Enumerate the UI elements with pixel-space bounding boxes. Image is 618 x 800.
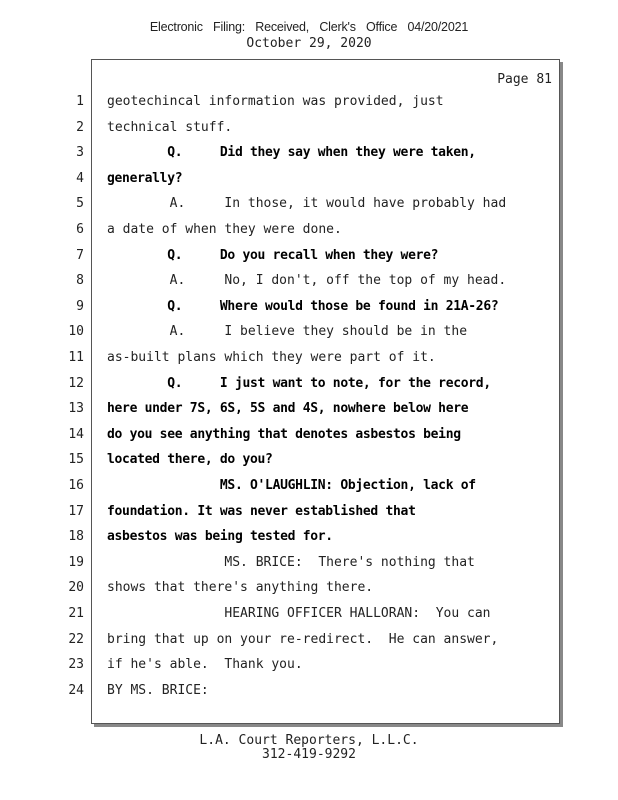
line-number: 18 xyxy=(68,529,84,545)
transcript-line xyxy=(0,166,618,192)
line-number: 14 xyxy=(68,426,84,442)
transcript-line xyxy=(0,575,618,601)
line-text: MS. BRICE: There's nothing that xyxy=(107,554,475,570)
transcript-line xyxy=(0,345,618,371)
line-number: 11 xyxy=(68,350,84,365)
reporter-phone: 312-419-9292 xyxy=(262,747,356,762)
line-text: Q. Do you recall when they were? xyxy=(107,247,439,263)
line-text: technical stuff. xyxy=(107,119,233,135)
line-text: generally? xyxy=(107,170,183,186)
line-number: 23 xyxy=(68,657,84,673)
line-number: 17 xyxy=(68,503,84,519)
line-number: 21 xyxy=(68,606,84,621)
line-number: 13 xyxy=(68,401,84,417)
transcript-line xyxy=(0,499,618,525)
transcript-line xyxy=(0,422,618,448)
transcript-line xyxy=(0,319,618,345)
line-text: Q. I just want to note, for the record, xyxy=(107,375,491,391)
line-text: A. No, I don't, off the top of my head. xyxy=(107,273,507,289)
line-number: 4 xyxy=(76,170,84,186)
transcript-date: October 29, 2020 xyxy=(246,36,372,51)
line-text: Q. Did they say when they were taken, xyxy=(107,145,476,161)
line-text: HEARING OFFICER HALLORAN: You can xyxy=(107,606,491,621)
line-number: 3 xyxy=(76,145,84,161)
line-text: A. I believe they should be in the xyxy=(107,324,468,340)
line-text: MS. O'LAUGHLIN: Objection, lack of xyxy=(107,478,476,493)
line-text: located there, do you? xyxy=(107,452,273,468)
transcript-line xyxy=(0,473,618,499)
line-text: A. In those, it would have probably had xyxy=(107,196,507,212)
line-number: 5 xyxy=(76,196,84,212)
line-text: if he's able. Thank you. xyxy=(107,657,303,673)
line-text: a date of when they were done. xyxy=(107,222,342,237)
line-number: 9 xyxy=(76,298,84,314)
line-number: 7 xyxy=(76,247,84,263)
page-number: Page 81 xyxy=(497,72,552,87)
transcript-line xyxy=(0,627,618,653)
transcript-line xyxy=(0,371,618,397)
line-number: 22 xyxy=(68,631,84,647)
transcript-line xyxy=(0,652,618,678)
line-number: 6 xyxy=(76,222,84,237)
line-text: do you see anything that denotes asbestos being xyxy=(107,426,461,442)
line-number: 1 xyxy=(76,94,84,109)
line-text: foundation. It was never established that xyxy=(107,503,416,519)
line-text: Q. Where would those be found in 21A-26? xyxy=(107,298,499,314)
line-number: 12 xyxy=(68,375,84,391)
line-text: asbestos was being tested for. xyxy=(107,529,333,545)
transcript-line xyxy=(0,601,618,627)
line-text: shows that there's anything there. xyxy=(107,580,374,596)
transcript-line xyxy=(0,678,618,704)
transcript-line xyxy=(0,243,618,269)
line-number: 16 xyxy=(68,478,84,493)
line-number: 19 xyxy=(68,554,84,570)
transcript-line xyxy=(0,191,618,217)
transcript-line xyxy=(0,447,618,473)
transcript-line xyxy=(0,89,618,115)
filing-stamp: Electronic Filing: Received, Clerk's Office 04/20/2021 xyxy=(149,20,469,34)
line-number: 15 xyxy=(68,452,84,468)
transcript-line xyxy=(0,524,618,550)
line-text: as-built plans which they were part of it. xyxy=(107,350,436,365)
transcript-line xyxy=(0,396,618,422)
transcript-line xyxy=(0,268,618,294)
line-text: bring that up on your re-redirect. He can answer, xyxy=(107,631,499,647)
transcript-line xyxy=(0,115,618,141)
line-number: 24 xyxy=(68,682,84,698)
line-number: 10 xyxy=(68,324,84,340)
line-text: geotechincal information was provided, just xyxy=(107,94,444,109)
transcript-line xyxy=(0,550,618,576)
line-number: 2 xyxy=(76,119,84,135)
reporter-company: L.A. Court Reporters, L.L.C. xyxy=(199,733,419,748)
line-text: here under 7S, 6S, 5S and 4S, nowhere below here xyxy=(107,401,469,417)
line-number: 8 xyxy=(76,273,84,289)
line-number: 20 xyxy=(68,580,84,596)
transcript-line xyxy=(0,294,618,320)
transcript-line xyxy=(0,140,618,166)
line-text: BY MS. BRICE: xyxy=(107,682,209,698)
transcript-line xyxy=(0,217,618,243)
